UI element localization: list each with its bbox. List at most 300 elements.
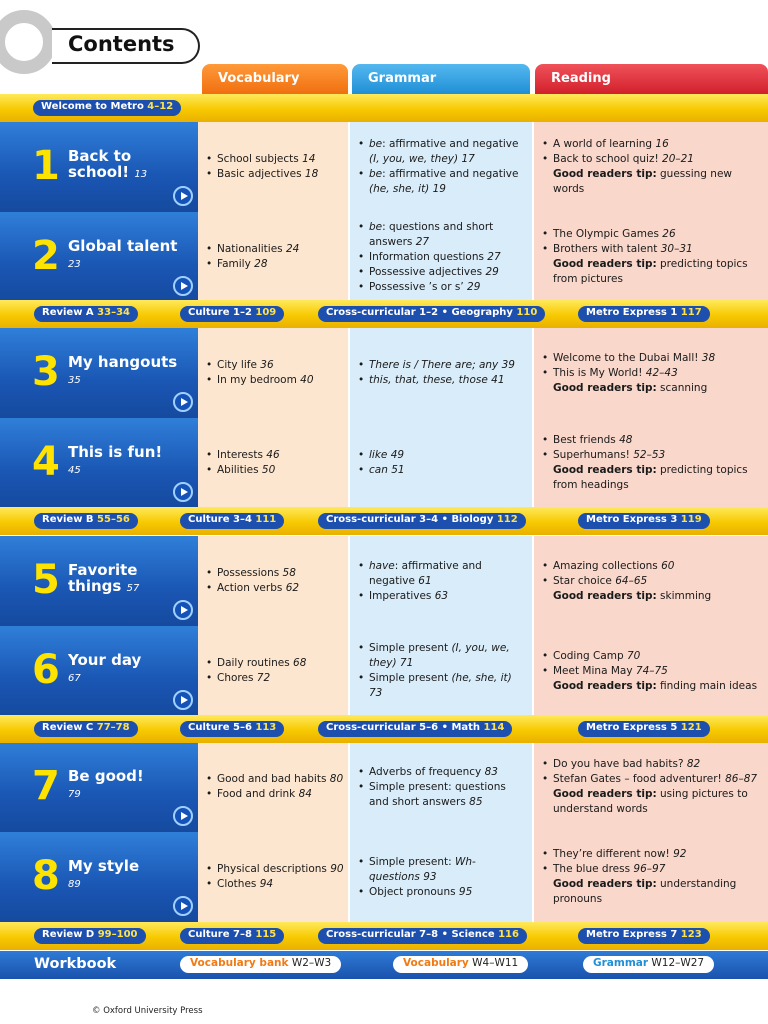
column-header-reading: Reading bbox=[535, 64, 768, 94]
grammar-page: 83 bbox=[484, 765, 498, 778]
reading-item[interactable] bbox=[542, 757, 764, 772]
grammar-keyword: be bbox=[369, 138, 383, 150]
reading-title: Welcome to the Dubai Mall! bbox=[553, 351, 699, 364]
grammar-page: 63 bbox=[434, 589, 449, 602]
unit-title-line2: things bbox=[68, 577, 122, 595]
grammar-label: Grammar bbox=[593, 957, 649, 969]
grammar-page: 27 bbox=[487, 250, 501, 263]
unit-row bbox=[0, 626, 768, 716]
section-band bbox=[0, 715, 768, 743]
vocabulary-topic: Possessions bbox=[217, 567, 280, 579]
reading-page: 74–75 bbox=[635, 664, 668, 677]
unit-page: 79 bbox=[68, 789, 81, 800]
grammar-keyword: be bbox=[369, 220, 383, 233]
grammar-topic: Possessive adjectives bbox=[369, 265, 483, 278]
column-header-vocabulary: Vocabulary bbox=[202, 64, 348, 94]
review-label: Review D bbox=[42, 929, 95, 940]
culture-pages: 115 bbox=[255, 929, 277, 940]
reading-cell bbox=[534, 742, 768, 832]
vocabulary-topic: Daily routines bbox=[217, 657, 290, 669]
workbook-vocab-bank-pill[interactable] bbox=[180, 956, 341, 973]
good-readers-tip bbox=[542, 463, 764, 493]
unit-header[interactable] bbox=[0, 418, 198, 508]
grammar-cell bbox=[350, 418, 532, 508]
express-pages: 123 bbox=[680, 929, 702, 940]
tip-text: skimming bbox=[660, 589, 712, 602]
reading-cell bbox=[534, 122, 768, 212]
unit-number: 4 bbox=[32, 439, 60, 485]
reading-item[interactable] bbox=[542, 433, 764, 448]
cross-pill[interactable] bbox=[318, 306, 545, 322]
review-pill[interactable] bbox=[34, 928, 146, 944]
reading-page: 96–97 bbox=[633, 863, 666, 875]
reading-title: A world of learning bbox=[553, 138, 653, 150]
tip-text: understanding pronouns bbox=[553, 878, 737, 905]
express-label: Metro Express 3 bbox=[586, 514, 678, 525]
section-band bbox=[0, 922, 768, 950]
express-pill[interactable] bbox=[578, 513, 710, 529]
reading-item[interactable] bbox=[542, 366, 764, 381]
vocabulary-cell bbox=[198, 122, 348, 212]
reading-item[interactable] bbox=[542, 772, 764, 787]
grammar-item[interactable] bbox=[358, 358, 528, 373]
reading-page: 48 bbox=[619, 434, 633, 446]
grammar-keyword: There is / There are; any bbox=[369, 359, 499, 371]
welcome-pill[interactable] bbox=[33, 100, 181, 116]
vocabulary-page: 36 bbox=[260, 359, 274, 371]
grammar-topic: Object pronouns bbox=[369, 885, 456, 898]
unit-number: 5 bbox=[32, 557, 60, 603]
reading-page: 64–65 bbox=[615, 574, 648, 587]
vocab-bank-pages: W2–W3 bbox=[291, 957, 332, 969]
reading-title: They’re different now! bbox=[553, 848, 670, 860]
reading-title: Star choice bbox=[553, 574, 612, 587]
reading-title: Best friends bbox=[553, 434, 616, 446]
grammar-topic: Simple present bbox=[369, 672, 452, 684]
grammar-item[interactable] bbox=[358, 855, 528, 885]
reading-item[interactable] bbox=[542, 227, 764, 242]
culture-pill[interactable] bbox=[180, 721, 284, 737]
vocabulary-cell bbox=[198, 626, 348, 716]
unit-number: 2 bbox=[32, 233, 60, 279]
welcome-pages: 4–12 bbox=[147, 101, 174, 112]
grammar-cell bbox=[350, 626, 532, 716]
good-readers-tip bbox=[542, 679, 764, 694]
vocabulary-item[interactable] bbox=[206, 787, 344, 802]
unit-title-line1: Be good! bbox=[68, 767, 144, 785]
unit-number: 3 bbox=[32, 349, 60, 395]
reading-item[interactable] bbox=[542, 559, 764, 574]
reading-page: 16 bbox=[655, 138, 669, 150]
cross-pages: 110 bbox=[516, 307, 538, 318]
grammar-cell bbox=[350, 328, 532, 418]
play-icon[interactable] bbox=[173, 482, 193, 502]
play-icon[interactable] bbox=[173, 392, 193, 412]
grammar-topic: : affirmative and negative bbox=[369, 559, 482, 587]
play-icon[interactable] bbox=[173, 690, 193, 710]
cross-pill[interactable] bbox=[318, 928, 527, 944]
culture-pages: 111 bbox=[255, 514, 277, 525]
grammar-cell bbox=[350, 536, 532, 626]
tip-label: Good readers tip: bbox=[553, 679, 657, 692]
grammar-keyword: this, that, these, those bbox=[369, 374, 488, 386]
tip-label: Good readers tip: bbox=[553, 381, 657, 394]
reading-page: 38 bbox=[701, 351, 716, 364]
play-icon[interactable] bbox=[173, 276, 193, 296]
grammar-cell bbox=[350, 212, 532, 302]
vocabulary-item[interactable] bbox=[206, 152, 344, 167]
reading-item[interactable] bbox=[542, 574, 764, 589]
vocabulary-page: 90 bbox=[330, 863, 344, 875]
grammar-item[interactable] bbox=[358, 280, 528, 295]
vocabulary-cell bbox=[198, 832, 348, 922]
vocabulary-topic: School subjects bbox=[217, 153, 299, 165]
culture-label: Culture 3–4 bbox=[188, 514, 252, 525]
vocabulary-item[interactable] bbox=[206, 257, 344, 272]
good-readers-tip bbox=[542, 381, 764, 396]
unit-header[interactable] bbox=[0, 328, 198, 418]
express-pages: 117 bbox=[680, 307, 702, 318]
unit-number: 1 bbox=[32, 143, 60, 189]
reading-page: 26 bbox=[662, 228, 676, 240]
reading-cell bbox=[534, 536, 768, 626]
workbook-vocabulary-pill[interactable] bbox=[393, 956, 528, 973]
review-pill[interactable] bbox=[34, 721, 138, 737]
vocabulary-item[interactable] bbox=[206, 358, 344, 373]
vocabulary-item[interactable] bbox=[206, 167, 344, 182]
unit-title bbox=[68, 562, 196, 597]
grammar-item[interactable] bbox=[358, 885, 528, 900]
vocabulary-item[interactable] bbox=[206, 671, 344, 686]
culture-pill[interactable] bbox=[180, 928, 284, 944]
vocabulary-cell bbox=[198, 328, 348, 418]
reading-page: 60 bbox=[661, 559, 675, 572]
reading-item[interactable] bbox=[542, 137, 764, 152]
reading-item[interactable] bbox=[542, 862, 764, 877]
culture-pill[interactable] bbox=[180, 513, 284, 529]
review-pages: 99–100 bbox=[97, 929, 138, 940]
vocabulary-item[interactable] bbox=[206, 373, 344, 388]
vocabulary-topic: Family bbox=[217, 258, 251, 270]
unit-header[interactable] bbox=[0, 742, 198, 832]
vocabulary-item[interactable] bbox=[206, 656, 344, 671]
unit-row bbox=[0, 328, 768, 418]
vocabulary-item[interactable] bbox=[206, 877, 344, 892]
grammar-page: 73 bbox=[369, 687, 383, 699]
grammar-item[interactable] bbox=[358, 137, 528, 167]
grammar-item[interactable] bbox=[358, 373, 528, 388]
reading-page: 42–43 bbox=[645, 366, 678, 379]
unit-row bbox=[0, 742, 768, 832]
reading-cell bbox=[534, 626, 768, 716]
culture-pages: 109 bbox=[255, 307, 277, 318]
grammar-page: 19 bbox=[432, 183, 446, 195]
workbook-grammar-pill[interactable] bbox=[583, 956, 714, 973]
cross-label: Cross-curricular 5–6 • Math bbox=[326, 722, 481, 733]
vocabulary-cell bbox=[198, 418, 348, 508]
grammar-item[interactable] bbox=[358, 220, 528, 250]
reading-item[interactable] bbox=[542, 847, 764, 862]
section-band bbox=[0, 507, 768, 535]
express-pill[interactable] bbox=[578, 306, 710, 322]
unit-title-line1: My hangouts bbox=[68, 353, 178, 371]
express-label: Metro Express 5 bbox=[586, 722, 678, 733]
tip-text: finding main ideas bbox=[660, 679, 758, 692]
reading-title: Brothers with talent bbox=[553, 243, 658, 255]
vocabulary-label: Vocabulary bbox=[403, 957, 469, 969]
unit-page: 89 bbox=[68, 879, 81, 890]
vocabulary-page: 84 bbox=[298, 788, 312, 800]
tip-label: Good readers tip: bbox=[553, 168, 657, 180]
vocab-bank-label: Vocabulary bank bbox=[190, 957, 289, 969]
play-icon[interactable] bbox=[173, 806, 193, 826]
vocabulary-cell bbox=[198, 536, 348, 626]
grammar-item[interactable] bbox=[358, 641, 528, 671]
cross-pill[interactable] bbox=[318, 513, 526, 529]
unit-title bbox=[68, 354, 196, 389]
vocabulary-topic: Nationalities bbox=[217, 243, 283, 255]
vocabulary-topic: Abilities bbox=[217, 464, 259, 476]
reading-item[interactable] bbox=[542, 448, 764, 463]
grammar-keyword: be bbox=[369, 168, 383, 180]
vocabulary-page: 14 bbox=[302, 153, 316, 165]
grammar-page: 49 bbox=[390, 449, 405, 461]
unit-page: 45 bbox=[68, 465, 81, 476]
reading-title: Superhumans! bbox=[553, 449, 630, 461]
vocabulary-page: 28 bbox=[254, 258, 268, 270]
grammar-item[interactable] bbox=[358, 671, 528, 701]
grammar-subjects: (I, you, we, they) bbox=[369, 153, 459, 165]
vocabulary-item[interactable] bbox=[206, 862, 344, 877]
vocabulary-page: 62 bbox=[285, 582, 300, 594]
unit-title bbox=[68, 148, 196, 183]
good-readers-tip bbox=[542, 877, 764, 907]
vocabulary-page: 80 bbox=[329, 773, 344, 785]
vocabulary-topic: Basic adjectives bbox=[217, 168, 302, 180]
cross-pages: 116 bbox=[498, 929, 519, 940]
unit-title-line1: This is fun! bbox=[68, 443, 163, 461]
vocabulary-topic: Physical descriptions bbox=[217, 863, 327, 875]
unit-title bbox=[68, 238, 196, 273]
culture-label: Culture 1–2 bbox=[188, 307, 252, 318]
good-readers-tip bbox=[542, 257, 764, 287]
tip-text: guessing new words bbox=[553, 168, 733, 195]
tip-label: Good readers tip: bbox=[553, 589, 657, 602]
grammar-item[interactable] bbox=[358, 265, 528, 280]
grammar-subjects: (he, she, it) bbox=[369, 183, 430, 195]
unit-row bbox=[0, 122, 768, 212]
grammar-item[interactable] bbox=[358, 765, 528, 780]
unit-title-line1: Your day bbox=[68, 651, 142, 669]
unit-page: 13 bbox=[134, 169, 148, 180]
section-band bbox=[0, 300, 768, 328]
express-pages: 121 bbox=[680, 722, 702, 733]
play-icon[interactable] bbox=[173, 896, 193, 916]
good-readers-tip bbox=[542, 589, 764, 604]
title-ring-decoration bbox=[0, 10, 56, 74]
reading-page: 30–31 bbox=[660, 243, 693, 255]
grammar-topic: Simple present: bbox=[369, 855, 455, 868]
culture-label: Culture 7–8 bbox=[188, 929, 252, 940]
grammar-keyword: have bbox=[369, 559, 395, 572]
tip-label: Good readers tip: bbox=[553, 878, 657, 890]
reading-page: 82 bbox=[686, 758, 701, 770]
page-title: Contents bbox=[68, 32, 175, 56]
workbook-label: Workbook bbox=[34, 956, 117, 972]
cross-pages: 114 bbox=[483, 722, 505, 733]
grammar-topic: Information questions bbox=[369, 250, 484, 263]
grammar-item[interactable] bbox=[358, 463, 528, 478]
unit-header[interactable] bbox=[0, 536, 198, 626]
vocabulary-item[interactable] bbox=[206, 566, 344, 581]
grammar-page: 29 bbox=[467, 280, 481, 293]
grammar-page: 29 bbox=[485, 265, 499, 278]
unit-title-line1: Favorite bbox=[68, 561, 138, 579]
grammar-subjects: (he, she, it) bbox=[451, 672, 512, 684]
unit-header[interactable] bbox=[0, 626, 198, 716]
review-pill[interactable] bbox=[34, 306, 138, 322]
welcome-band bbox=[0, 94, 768, 122]
grammar-page: 17 bbox=[461, 153, 475, 165]
unit-row bbox=[0, 536, 768, 626]
grammar-page: 61 bbox=[418, 574, 432, 587]
column-header-grammar: Grammar bbox=[352, 64, 530, 94]
reading-title: The blue dress bbox=[553, 863, 631, 875]
reading-title: Meet Mina May bbox=[553, 664, 633, 677]
vocabulary-topic: Chores bbox=[217, 672, 254, 684]
play-icon[interactable] bbox=[173, 600, 193, 620]
tip-text: predicting topics from pictures bbox=[553, 258, 748, 285]
vocabulary-page: 58 bbox=[282, 567, 296, 579]
unit-page: 57 bbox=[126, 583, 140, 594]
vocabulary-item[interactable] bbox=[206, 581, 344, 596]
reading-cell bbox=[534, 832, 768, 922]
vocabulary-item[interactable] bbox=[206, 772, 344, 787]
grammar-cell bbox=[350, 742, 532, 832]
grammar-page: 39 bbox=[501, 359, 515, 371]
unit-header[interactable] bbox=[0, 122, 198, 212]
workbook-bar bbox=[0, 951, 768, 979]
reading-title: Do you have bad habits? bbox=[553, 758, 684, 770]
unit-title bbox=[68, 768, 196, 803]
unit-title-line1: Back to bbox=[68, 147, 132, 165]
unit-header[interactable] bbox=[0, 212, 198, 302]
copyright-footer: © Oxford University Press bbox=[92, 1006, 203, 1016]
reading-item[interactable] bbox=[542, 664, 764, 679]
reading-item[interactable] bbox=[542, 152, 764, 167]
grammar-page: 27 bbox=[415, 235, 430, 248]
unit-page: 35 bbox=[68, 375, 81, 386]
grammar-item[interactable] bbox=[358, 780, 528, 810]
vocabulary-pages: W4–W11 bbox=[472, 957, 519, 969]
reading-title: Back to school quiz! bbox=[553, 153, 659, 165]
grammar-topic: Imperatives bbox=[369, 589, 432, 602]
vocabulary-page: 72 bbox=[256, 672, 271, 684]
grammar-page: 41 bbox=[491, 374, 505, 386]
unit-title-line2: school! bbox=[68, 163, 130, 181]
grammar-pages: W12–W27 bbox=[651, 957, 705, 969]
grammar-item[interactable] bbox=[358, 250, 528, 265]
vocabulary-page: 46 bbox=[266, 449, 280, 461]
reading-item[interactable] bbox=[542, 242, 764, 257]
grammar-cell bbox=[350, 122, 532, 212]
reading-cell bbox=[534, 328, 768, 418]
vocabulary-page: 24 bbox=[285, 243, 300, 255]
culture-pill[interactable] bbox=[180, 306, 284, 322]
cross-label: Cross-curricular 3–4 • Biology bbox=[326, 514, 494, 525]
reading-title: Stefan Gates – food adventurer! bbox=[553, 773, 722, 785]
culture-label: Culture 5–6 bbox=[188, 722, 252, 733]
reading-cell bbox=[534, 212, 768, 302]
grammar-topic: Simple present bbox=[369, 642, 452, 654]
grammar-topic: : affirmative and negative bbox=[382, 168, 519, 180]
reading-title: This is My World! bbox=[553, 366, 643, 379]
reading-page: 86–87 bbox=[725, 773, 758, 785]
tip-label: Good readers tip: bbox=[553, 464, 657, 476]
vocabulary-topic: Good and bad habits bbox=[217, 773, 327, 785]
express-label: Metro Express 1 bbox=[586, 307, 678, 318]
unit-header[interactable] bbox=[0, 832, 198, 922]
grammar-item[interactable] bbox=[358, 589, 528, 604]
unit-row bbox=[0, 832, 768, 922]
vocabulary-cell bbox=[198, 212, 348, 302]
review-pill[interactable] bbox=[34, 513, 138, 529]
vocabulary-item[interactable] bbox=[206, 463, 344, 478]
tip-text: using pictures to understand words bbox=[553, 788, 748, 815]
vocabulary-page: 94 bbox=[259, 878, 274, 890]
grammar-item[interactable] bbox=[358, 448, 528, 463]
express-pages: 119 bbox=[680, 514, 702, 525]
grammar-topic: Adverbs of frequency bbox=[369, 765, 482, 778]
vocabulary-topic: Interests bbox=[217, 449, 263, 461]
vocabulary-page: 68 bbox=[293, 657, 307, 669]
play-icon[interactable] bbox=[173, 186, 193, 206]
reading-item[interactable] bbox=[542, 351, 764, 366]
vocabulary-item[interactable] bbox=[206, 242, 344, 257]
grammar-page: 93 bbox=[423, 870, 437, 883]
review-label: Review C bbox=[42, 722, 94, 733]
review-pages: 33–34 bbox=[97, 307, 130, 318]
vocabulary-page: 18 bbox=[304, 168, 319, 180]
review-label: Review A bbox=[42, 307, 94, 318]
vocabulary-item[interactable] bbox=[206, 448, 344, 463]
review-label: Review B bbox=[42, 514, 94, 525]
cross-pill[interactable] bbox=[318, 721, 512, 737]
reading-page: 92 bbox=[673, 848, 687, 860]
express-pill[interactable] bbox=[578, 721, 710, 737]
review-pages: 55–56 bbox=[97, 514, 130, 525]
grammar-page: 71 bbox=[399, 657, 414, 669]
grammar-subjects: (I, you, we, they) bbox=[369, 642, 510, 669]
reading-title: The Olympic Games bbox=[553, 228, 659, 240]
grammar-page: 95 bbox=[458, 885, 473, 898]
grammar-item[interactable] bbox=[358, 559, 528, 589]
cross-pages: 112 bbox=[496, 514, 518, 525]
unit-title-line1: My style bbox=[68, 857, 140, 875]
tip-text: predicting topics from headings bbox=[553, 464, 748, 491]
reading-item[interactable] bbox=[542, 649, 764, 664]
culture-pages: 113 bbox=[255, 722, 277, 733]
unit-page: 67 bbox=[68, 673, 81, 684]
grammar-item[interactable] bbox=[358, 167, 528, 197]
vocabulary-topic: City life bbox=[217, 359, 257, 371]
unit-title bbox=[68, 652, 196, 687]
grammar-keyword: like bbox=[369, 449, 388, 461]
tip-text: scanning bbox=[660, 381, 708, 394]
grammar-topic: Simple present: questions and short answers bbox=[369, 780, 506, 808]
grammar-page: 51 bbox=[391, 464, 405, 476]
express-pill[interactable] bbox=[578, 928, 710, 944]
